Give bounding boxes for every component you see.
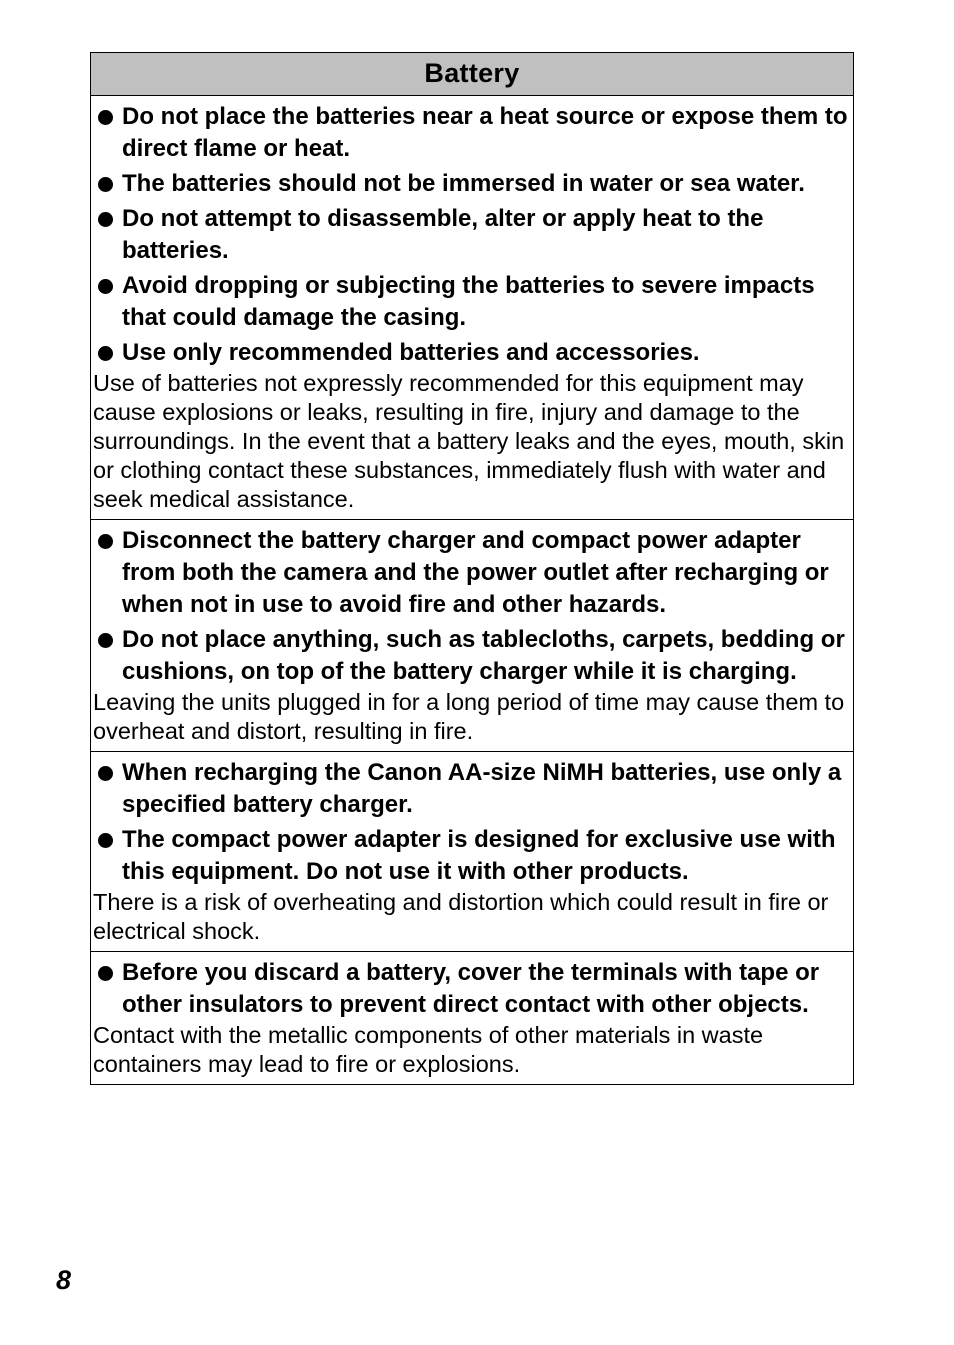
- page-number: 8: [56, 1265, 72, 1295]
- bullet-icon: [98, 633, 113, 648]
- list-item: [93, 270, 853, 334]
- list-item: [93, 957, 853, 1021]
- bullet-icon: [98, 212, 113, 227]
- list-item: [93, 337, 853, 369]
- list-item: [93, 824, 853, 888]
- table-title: Battery: [91, 53, 854, 96]
- section-note: Leaving the units plugged in for a long period of time may cause them to overheat and distort, resulting in fire.: [93, 689, 845, 744]
- warning-section: [91, 96, 854, 520]
- list-item: [93, 101, 853, 165]
- list-item: [93, 757, 853, 821]
- bullet-text: Disconnect the battery charger and compact power adapter from both the camera and the power outlet after recharging or when not in use to avoid fire and other hazards.: [122, 527, 829, 618]
- list-item: [93, 624, 853, 688]
- section-note: Use of batteries not expressly recommended for this equipment may cause explosions or leaks, resulting in fire, injury and damage to the surroundings. In the event that a battery leaks and the eyes, mouth, skin or clothing contact these substances, immediately flush with water and seek medical assistance.: [93, 370, 845, 512]
- bullet-icon: [98, 833, 113, 848]
- bullet-text: When recharging the Canon AA-size NiMH batteries, use only a specified battery charger.: [122, 759, 842, 818]
- bullet-icon: [98, 534, 113, 549]
- section-note: There is a risk of overheating and distortion which could result in fire or electrical shock.: [93, 889, 829, 944]
- bullet-list: [93, 101, 853, 369]
- bullet-icon: [98, 177, 113, 192]
- bullet-icon: [98, 279, 113, 294]
- bullet-text: Use only recommended batteries and accessories.: [122, 339, 700, 366]
- bullet-icon: [98, 966, 113, 981]
- bullet-list: [93, 757, 853, 888]
- bullet-text: Avoid dropping or subjecting the batteries to severe impacts that could damage the casing.: [122, 272, 815, 331]
- bullet-list: [93, 525, 853, 688]
- bullet-text: Do not place anything, such as tablecloths, carpets, bedding or cushions, on top of the battery charger while it is charging.: [122, 626, 845, 685]
- warning-section: [91, 752, 854, 952]
- list-item: [93, 168, 853, 200]
- list-item: [93, 525, 853, 621]
- section-note: Contact with the metallic components of other materials in waste containers may lead to fire or explosions.: [93, 1022, 764, 1077]
- bullet-text: The compact power adapter is designed for exclusive use with this equipment. Do not use it with other products.: [122, 826, 836, 885]
- warning-section: [91, 952, 854, 1085]
- bullet-list: [93, 957, 853, 1021]
- bullet-icon: [98, 766, 113, 781]
- bullet-icon: [98, 346, 113, 361]
- bullet-text: Do not place the batteries near a heat source or expose them to direct flame or heat.: [122, 103, 848, 162]
- battery-warning-table: [90, 52, 854, 1085]
- bullet-text: Do not attempt to disassemble, alter or apply heat to the batteries.: [122, 205, 764, 264]
- list-item: [93, 203, 853, 267]
- bullet-text: Before you discard a battery, cover the terminals with tape or other insulators to prevent direct contact with other objects.: [122, 959, 820, 1018]
- bullet-text: The batteries should not be immersed in water or sea water.: [122, 170, 805, 197]
- bullet-icon: [98, 110, 113, 125]
- warning-section: [91, 520, 854, 752]
